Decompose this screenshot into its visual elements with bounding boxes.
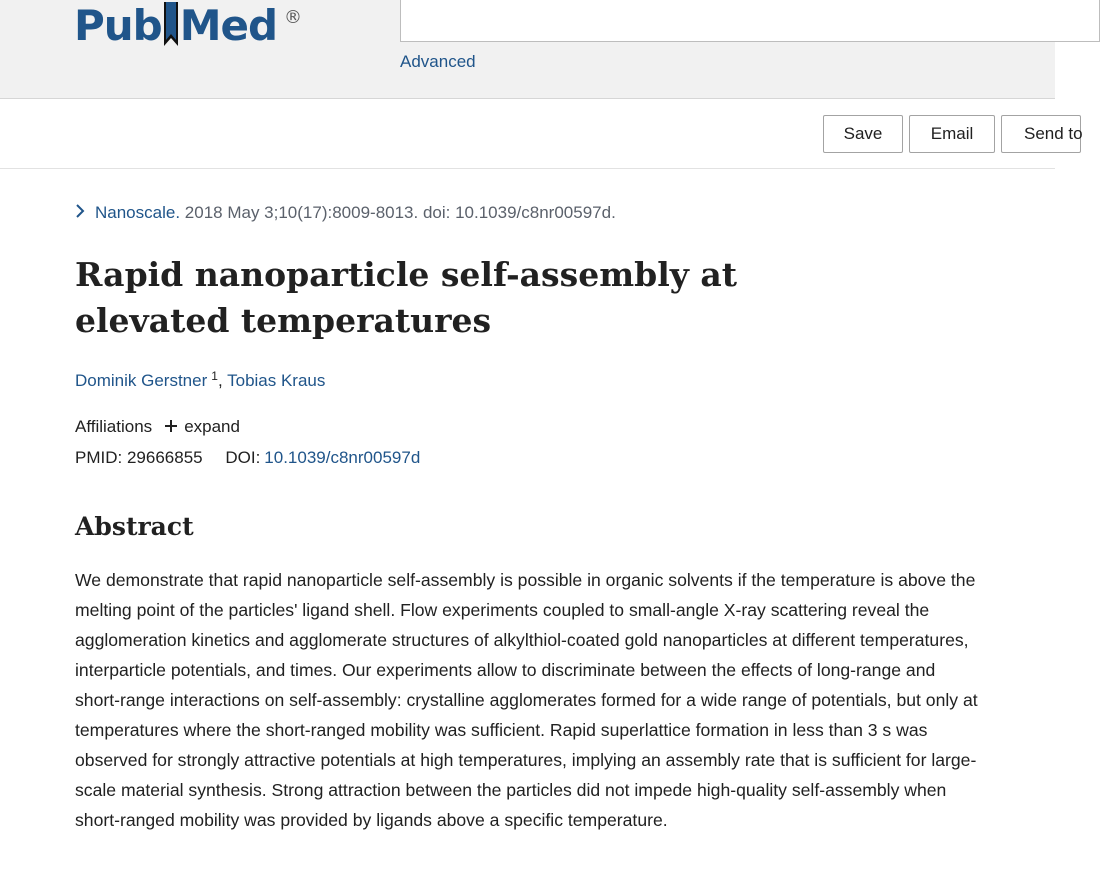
identifiers-row — [75, 448, 420, 468]
journal-link[interactable]: Nanoscale. — [95, 203, 181, 222]
registered-mark: ® — [284, 7, 301, 28]
author-separator: , — [217, 371, 223, 390]
action-toolbar — [0, 99, 1083, 169]
chevron-right-icon[interactable] — [75, 203, 89, 223]
bookmark-logo-icon — [163, 2, 179, 50]
logo-text-pub: Pub — [74, 1, 162, 50]
doi-label: DOI: — [225, 448, 261, 467]
plus-icon[interactable] — [164, 416, 178, 439]
advanced-search-link[interactable]: Advanced — [400, 52, 476, 71]
doi-link[interactable]: 10.1039/c8nr00597d — [264, 448, 421, 467]
pmid-label: PMID: — [75, 448, 123, 467]
author-list — [75, 369, 325, 391]
citation-line — [75, 203, 616, 223]
save-button[interactable]: Save — [823, 115, 903, 153]
article-title: Rapid nanoparticle self-assembly at elevated temperatures — [75, 255, 738, 340]
author-link[interactable]: Tobias Kraus — [227, 371, 326, 390]
pmid-value: 29666855 — [126, 448, 203, 467]
abstract-heading: Abstract — [75, 512, 194, 541]
expand-affiliations-button[interactable]: expand — [184, 417, 240, 436]
search-input[interactable] — [400, 0, 1100, 42]
abstract-text: We demonstrate that rapid nanoparticle self-assembly is possible in organic solvents if the temperature is above the melting point of the particles' ligand shell. Flow experiments coupled to small-angle X-ray scattering reveal the agglomeration kinetics and agglomerate structures of alkylthiol-coated gold nanoparticles at different temperatures, interparticle potentials, and times. Our experiments allow to discriminate between the effects of long-range and short-range interactions on self-assembly: crystalline agglomerates formed for a wide range of potentials, but only at temperatures where the short-ranged mobility was sufficient. Rapid superlattice formation in less than 3 s was observed for strongly attractive potentials at high temperatures, implying an assembly rate that is sufficient for large-scale material synthesis. Strong attraction between the particles did not impede high-quality self-assembly when short-ranged mobility was provided by ligands above a specific temperature. — [75, 570, 978, 830]
send-to-button[interactable]: Send to — [1001, 115, 1081, 153]
affiliation-ref[interactable]: 1 — [211, 369, 218, 383]
email-button[interactable]: Email — [909, 115, 995, 153]
pubmed-logo[interactable] — [74, 0, 301, 60]
site-header — [0, 0, 1055, 99]
affiliations-row — [75, 415, 240, 438]
citation-details: 2018 May 3;10(17):8009-8013. doi: 10.1039/c8nr00597d. — [184, 203, 616, 222]
author-link[interactable]: Dominik Gerstner — [75, 371, 208, 390]
affiliations-label: Affiliations — [75, 417, 153, 436]
logo-text-med: Med — [179, 1, 278, 50]
